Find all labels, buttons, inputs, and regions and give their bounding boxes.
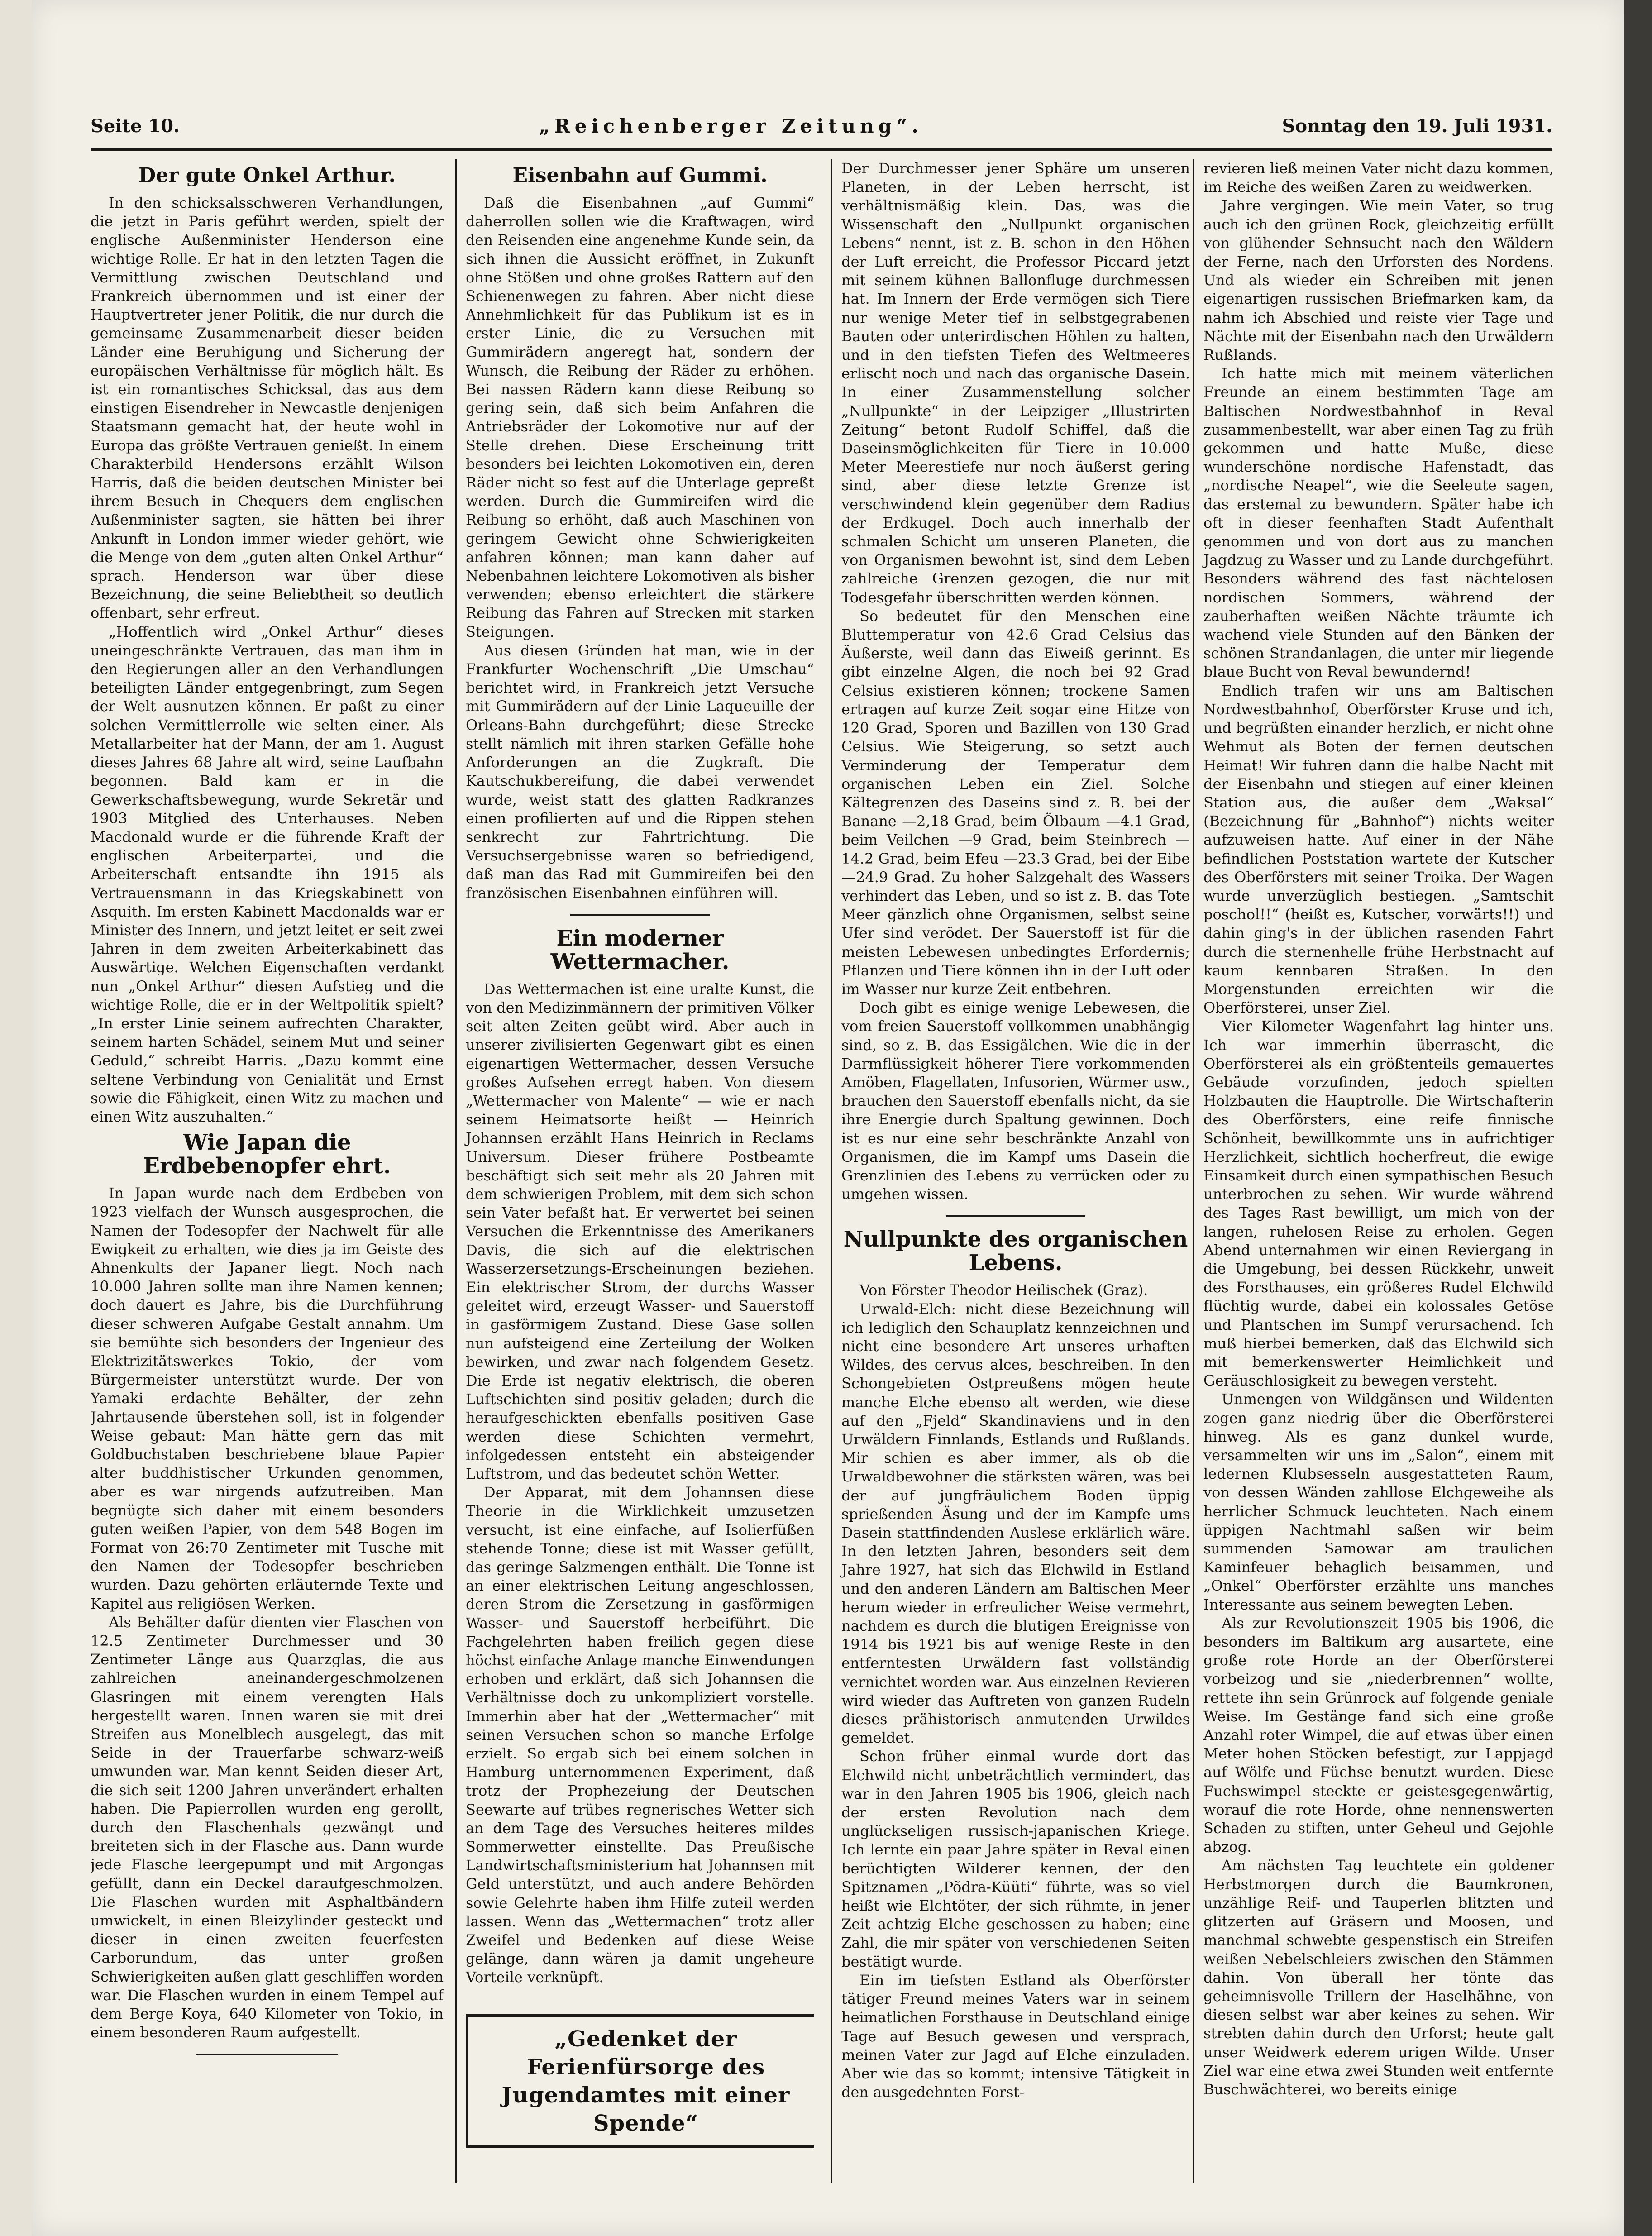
charity-notice-box: „Gedenket der Ferienfürsorge des Jugendamtes mit einer Spende“ bbox=[466, 2014, 814, 2148]
article-separator bbox=[196, 2054, 338, 2055]
paragraph: So bedeutet für den Menschen eine Bluttemperatur von 42.6 Grad Celsius das Äußerste, weil dann das Eiweiß gerinnt. Es gibt einzelne Algen, die noch bei 92 Grad Celsius existieren können; trockene Samen ertragen auf kurze Zeit sogar eine Hitze von 120 Grad, Sporen und Bazillen von 130 Grad Celsius. Wie Steigerung, so setzt auch Verminderung der Temperatur dem organischen Leben ein Ziel. Solche Kältegrenzen des Daseins sind z. B. bei der Banane —2,18 Grad, beim Ölbaum —4.1 Grad, beim Veilchen —9 Grad, beim Steinbrech —14.2 Grad, beim Efeu —23.3 Grad, bei der Eibe —24.9 Grad. Zu hoher Salzgehalt des Wassers verhindert das Leben, und so ist z. B. das Tote Meer gänzlich ohne Organismen, selbst seine Ufer sind verödet. Der Sauerstoff ist für die meisten Lebewesen unbedingtes Erfordernis; Pflanzen und Tiere können ihn in der Luft oder im Wasser nur kurze Zeit entbehren. bbox=[841, 607, 1190, 998]
paragraph: Der Durchmesser jener Sphäre um unseren Planeten, in der Leben herrscht, ist verhältnismäßig klein. Das, was die Wissenschaft den „Nullpunkt organischen Lebens“ nennt, ist z. B. schon in den Höhen der Luft erreicht, die Professor Piccard jetzt mit seinem kühnen Ballonfluge durchmessen hat. Im Innern der Erde vermögen sich Tiere nur wenige Meter tief in selbstgegrabenen Bauten oder unterirdischen Höhlen zu halten, und in den tiefsten Tiefen des Weltmeeres erlischt noch und nach das organische Dasein. In einer Zusammenstellung solcher „Nullpunkte“ in der Leipziger „Illustrirten Zeitung“ betont Rudolf Schiffel, daß die Daseinsmöglichkeiten für Tiere in 10.000 Meter Meerestiefe nur noch äußerst gering sind, aber diese letzte Grenze ist verschwindend klein gegenüber dem Radius der Erdkugel. Doch auch innerhalb der schmalen Schicht um unseren Planeten, die von Organismen bewohnt ist, sind dem Leben zahlreiche Grenzen gezogen, die nur mit Todesgefahr überschritten werden können. bbox=[841, 160, 1190, 606]
article-title: Eisenbahn auf Gummi. bbox=[512, 164, 768, 187]
paragraph: Endlich trafen wir uns am Baltischen Nordwestbahnhof, Oberförster Kruse und ich, und begrüßten einander herzlich, er nicht ohne Wehmut als Boten der fernen deutschen Heimat! Wir fuhren dann die halbe Nacht mit der Eisenbahn und stiegen auf einer kleinen Station aus, die außer dem „Waksal“ (Bezeichnung für „Bahnhof“) nichts weiter aufzuweisen hatte. Auf einer in der Nähe befindlichen Poststation wartete der Kutscher des Oberförsters mit seiner Troika. Der Wagen wurde unverzüglich bestiegen. „Samtschit poschol!!“ (heißt es, Kutscher, vorwärts!!) und dahin ging's in der üblichen rasenden Fahrt durch die sternenhelle frühe Herbstnacht auf kaum kennbaren Straßen. In den Morgenstunden erreichten wir die Oberförsterei, unser Ziel. bbox=[1203, 682, 1554, 1017]
column-2 bbox=[455, 159, 814, 2183]
newspaper-title: „Reichenberger Zeitung“. bbox=[539, 115, 923, 137]
column-4 bbox=[1193, 159, 1554, 2183]
paragraph: Der Apparat, mit dem Johannsen diese Theorie in die Wirklichkeit umzusetzen versucht, ist eine einfache, auf Isolierfüßen stehende Tonne; diese ist mit Wasser gefüllt, das geringe Salzmengen enthält. Die Tonne ist an einer elektrischen Leitung angeschlossen, deren Strom die Zersetzung in gasförmigen Wasser- und Sauerstoff herbeiführt. Die Fachgelehrten haben freilich gegen diese höchst einfache Anlage manche Einwendungen erhoben und erklärt, daß sich Johannsen die Verhältnisse doch zu unkompliziert vorstelle. Immerhin aber hat der „Wettermacher“ mit seinen Versuchen schon so manche Erfolge erzielt. So ergab sich bei einem solchen in Hamburg unternommenen Experiment, daß trotz der Prophezeiung der Deutschen Seewarte auf trübes regnerisches Wetter sich an dem Tage des Versuches heiteres mildes Sommerwetter einstellte. Das Preußische Landwirtschaftsministerium hat Johannsen mit Geld unterstützt, und auch andere Behörden sowie Gelehrte haben ihm Hilfe zuteil werden lassen. Wenn das „Wettermachen“ trotz aller Zweifel und Bedenken auf diese Weise gelänge, dann wären ja damit ungeheure Vorteile verknüpft. bbox=[466, 1484, 814, 1986]
paragraph: revieren ließ meinen Vater nicht dazu kommen, im Reiche des weißen Zaren zu weidwerken. bbox=[1203, 160, 1554, 196]
paragraph: Ich hatte mich mit meinem väterlichen Freunde an einem bestimmten Tage am Baltischen Nordwestbahnhof in Reval zusammenbestellt, war aber einen Tag zu früh gekommen und hatte Muße, diese wunderschöne nordische Hafenstadt, das „nordische Neapel“, wie die Seeleute sagen, das erstemal zu bewundern. Später habe ich oft in dieser feenhaften Stadt Aufenthalt genommen und von dort aus zu manchen Jagdzug zu Wasser und zu Lande durchgeführt. Besonders während des fast nächtelosen nordischen Sommers, während der zauberhaften weißen Nächte träumte ich wachend viele Stunden auf den Bänken der schönen Strandanlagen, die unter mir liegende blaue Bucht von Reval bewundernd! bbox=[1203, 365, 1554, 681]
header-rule bbox=[91, 148, 1552, 151]
paragraph: Am nächsten Tag leuchtete ein goldener Herbstmorgen durch die Baumkronen, unzählige Reif- und Tauperlen blitzten und glitzerten auf Gräsern und Moosen, und manchmal schwebte gespenstisch ein Streifen weißen Nebelschleiers zwischen den Stämmen dahin. Von überall her tönte das geheimnisvolle Trillern der Haselhähne, von diesen selbst war aber keines zu sehen. Wir strebten dahin durch den Urforst; heute galt unser Weidwerk ederem urigen Wilde. Unser Ziel war eine etwa zwei Stunden weit entfernte Buschwächterei, wo bereits einige bbox=[1203, 1857, 1554, 2098]
column-3 bbox=[831, 159, 1190, 2183]
paragraph: In den schicksalsschweren Verhandlungen, die jetzt in Paris geführt werden, spielt der englische Außenminister Henderson eine wichtige Rolle. Er hat in den letzten Tagen die Vermittlung zwischen Deutschland und Frankreich übernommen und ist einer der Hauptvertreter jener Politik, die nur durch die gemeinsame Zusammenarbeit dieser beiden Länder eine Beruhigung und Sicherung der europäischen Verhältnisse für möglich hält. Es ist ein romantisches Schicksal, das aus dem einstigen Eisendreher in Newcastle denjenigen Staatsmann gemacht hat, der heute wohl in Europa das größte Vertrauen genießt. In einem Charakterbild Hendersons erzählt Wilson Harris, daß die beiden deutschen Minister bei ihrem Besuch in Chequers dem englischen Außenminister sagten, sie hätten bei ihrer Ankunft in London immer wieder gehört, wie die Menge von dem „guten alten Onkel Arthur“ sprach. Henderson war über diese Bezeichnung, die seine Beliebtheit so deutlich offenbart, sehr erfreut. bbox=[91, 194, 444, 622]
paragraph: Daß die Eisenbahnen „auf Gummi“ daherrollen sollen wie die Kraftwagen, wird den Reisenden eine angenehme Kunde sein, da sich ihnen die Aussicht eröffnet, in Zukunft ohne Stößen und ohne großes Rattern auf den Schienenwegen zu fahren. Aber nicht diese Annehmlichkeit für das Publikum ist es in erster Linie, die zu Versuchen mit Gummirädern angeregt hat, sondern der Wunsch, die Reibung der Räder zu erhöhen. Bei nassen Rädern kann diese Reibung so gering sein, daß sich beim Anfahren die Antriebsräder der Lokomotive nur auf der Stelle drehen. Diese Erscheinung tritt besonders bei leichten Lokomotiven ein, deren Räder nicht so fest auf die Unterlage gepreßt werden. Durch die Gummireifen wird die Reibung so erhöht, daß auch Maschinen von geringem Gewicht ohne Schwierigkeiten anfahren können; man kann daher auf Nebenbahnen leichtere Lokomotiven als bisher verwenden; ebenso erleichtert die stärkere Reibung das Fahren auf Strecken mit starken Steigungen. bbox=[466, 194, 814, 640]
paragraph: Als Behälter dafür dienten vier Flaschen von 12.5 Zentimeter Durchmesser und 30 Zentimeter Länge aus Quarzglas, die aus zahlreichen aneinandergeschmolzenen Glasringen mit einem verengten Hals hergestellt waren. Innen waren sie mit drei Streifen aus Monelblech ausgelegt, das mit Seide in der Trauerfarbe schwarz-weiß umwunden war. Man kennt Seiden dieser Art, die sich seit 1200 Jahren unverändert erhalten haben. Die Papierrollen wurden eng gerollt, durch den Flaschenhals gezwängt und breiteten sich in der Flasche aus. Dann wurde jede Flasche leergepumpt und mit Argongas gefüllt, dann ein Deckel daraufgeschmolzen. Die Flaschen wurden mit Asphaltbändern umwickelt, in einen Bleizylinder gesteckt und dieser in einen zweiten feuerfesten Carborundum, das unter großen Schwierigkeiten außen glatt geschliffen worden war. Die Flaschen wurden in einem Tempel auf dem Berge Koya, 640 Kilometer von Tokio, in einem besonderen Raum aufgestellt. bbox=[91, 1613, 444, 2041]
scan-margin bbox=[0, 0, 32, 2236]
issue-date: Sonntag den 19. Juli 1931. bbox=[1282, 115, 1552, 137]
paragraph: Aus diesen Gründen hat man, wie in der Frankfurter Wochenschrift „Die Umschau“ berichtet wird, in Frankreich jetzt Versuche mit Gummirädern auf der Linie Laqueuille der Orleans-Bahn durchgeführt; diese Strecke stellt nämlich mit ihren starken Gefälle hohe Anforderungen an die Zugkraft. Die Kautschukbereifung, die dabei verwendet wurde, weist statt des glatten Radkranzes einen profilierten auf und die Rippen stehen senkrecht zur Fahrtrichtung. Die Versuchsergebnisse waren so befriedigend, daß man das Rad mit Gummireifen bei den französischen Eisenbahnen einführen will. bbox=[466, 641, 814, 902]
paragraph: Als zur Revolutionszeit 1905 bis 1906, die besonders im Baltikum arg ausartete, eine große rote Horde an der Oberförsterei vorbeizog und sie „niederbrennen“ wollte, rettete ihn sein Grünrock auf folgende geniale Weise. Im Gestänge fand sich eine große Anzahl roter Wimpel, die auf etwas über einen Meter hohen Stöcken befestigt, zur Lappjagd auf Wölfe und Füchse benutzt wurden. Diese Fuchswimpel steckte er geistesgegenwärtig, worauf die rote Horde, ohne nennenswerten Schaden zu stiften, unter Geheul und Gejohle abzog. bbox=[1203, 1614, 1554, 1856]
article-title: Nullpunkte des organischen Lebens. bbox=[843, 1227, 1188, 1276]
article-title: Der gute Onkel Arthur. bbox=[138, 164, 396, 187]
paragraph: Vier Kilometer Wagenfahrt lag hinter uns. Ich war immerhin überrascht, die Oberförsterei als ein größtenteils gemauertes Gebäude vorzufinden, jedoch spielten Holzbauten die Hauptrolle. Die Wirtschafterin des Oberförsters, eine reife finnische Schönheit, bewillkommte uns in aufrichtiger Herzlichkeit, sichtlich hocherfreut, die ewige Einsamkeit durch einen sympathischen Besuch unterbrochen zu sehen. Wir wurde während des Tages Rast bewilligt, um mich von der langen, ruhelosen Reise zu erholen. Gegen Abend unternahmen wir einen Reviergang in die Umgebung, bei dessen Rückkehr, unweit des Forsthauses, ein größeres Rudel Elchwild flüchtig wurde, dabei ein kolossales Getöse und Plantschen im Sumpf verursachend. Ich muß hierbei bemerken, daß das Elchwild sich mit bemerkenswerter Heimlichkeit und Geräuschlosigkeit zu bewegen versteht. bbox=[1203, 1018, 1554, 1390]
page-number: Seite 10. bbox=[91, 115, 180, 137]
article-title: Ein moderner Wettermacher. bbox=[550, 925, 730, 975]
paragraph: Doch gibt es einige wenige Lebewesen, die vom freien Sauerstoff vollkommen unabhängig sind, so z. B. das Essigälchen. Wie die in der Darmflüssigkeit höherer Tiere vorkommenden Amöben, Flagellaten, Infusorien, Würmer usw., brauchen den Sauerstoff ebenfalls nicht, da sie ihre Energie durch Spaltung gewinnen. Doch ist es nur eine sehr beschränkte Anzahl von Organismen, die im Kampf ums Dasein die Grenzlinien des Lebens zu verrücken oder zu umgehen wissen. bbox=[841, 999, 1190, 1203]
paragraph: Das Wettermachen ist eine uralte Kunst, die von den Medizinmännern der primitiven Völker seit alten Zeiten geübt wird. Aber auch in unserer zivilisierten Gegenwart gibt es einen eigenartigen Wettermacher, dessen Versuche großes Aufsehen erregt haben. Von diesem „Wettermacher von Malente“ — wie er nach seinem Heimatsorte heißt — Heinrich Johannsen erzählt Hans Heinrich in Reclams Universum. Dieser frühere Postbeamte beschäftigt sich seit mehr als 20 Jahren mit dem schwierigen Problem, mit dem sich schon sein Vater befaßt hat. Er verwertet bei seinen Versuchen die Erkenntnisse des Amerikaners Davis, die sich auf die elektrischen Wasserzersetzungs-Erscheinungen beziehen. Ein elektrischer Strom, der durchs Wasser geleitet wird, erzeugt Wasser- und Sauerstoff in gasförmigem Zustand. Diese Gase sollen nun aufsteigend eine Zerteilung der Wolken bewirken, und zwar nach folgendem Gesetz. Die Erde ist negativ elektrisch, die oberen Luftschichten sind positiv geladen; durch die heraufgeschickten ebenfalls positiven Gase werden diese Schichten vermehrt, infolgedessen entsteht ein absteigender Luftstrom, und das bedeutet schön Wetter. bbox=[466, 980, 814, 1482]
paragraph: „Hoffentlich wird „Onkel Arthur“ dieses uneingeschränkte Vertrauen, das man ihm in den Regierungen aller an den Verhandlungen beteiligten Länder entgegenbringt, zum Segen der Welt ausnutzen können. Er paßt zu einer solchen Vermittlerrolle wie selten einer. Als Metallarbeiter hat der Mann, der am 1. August dieses Jahres 68 Jahre alt wird, seine Laufbahn begonnen. Bald kam er in die Gewerkschaftsbewegung, wurde Sekretär und 1903 Mitglied des Unterhauses. Neben Macdonald wurde er die führende Kraft der englischen Arbeiterpartei, und die Arbeiterschaft entsandte ihn 1915 als Vertrauensmann in das Kriegskabinett von Asquith. Im ersten Kabinett Macdonalds war er Minister des Innern, und jetzt leitet er seit zwei Jahren in dem zweiten Arbeiterkabinett das Auswärtige. Welchen Eigenschaften verdankt nun „Onkel Arthur“ diesen Aufstieg und die wichtige Rolle, die er in der Weltpolitik spielt? „In erster Linie seinem aufrechten Charakter, seinem harten Schädel, seinem Mut und seiner Geduld,“ schreibt Harris. „Dazu kommt eine seltene Verbindung von Genialität und Ernst sowie die Fähigkeit, einen Witz zu machen und einen Witz auszuhalten.“ bbox=[91, 623, 444, 1125]
paragraph: Unmengen von Wildgänsen und Wildenten zogen ganz niedrig über die Oberförsterei hinweg. Als es ganz dunkel wurde, versammelten wir uns im „Salon“, einem mit ledernen Klubsesseln ausgestatteten Raum, von dessen Wänden zahllose Elchgeweihe als herrlicher Schmuck leuchteten. Nach einem üppigen Nachtmahl saßen wir beim summenden Samowar am traulichen Kaminfeuer behaglich beisammen, und „Onkel“ Oberförster erzählte uns manches Interessante aus seinem bewegten Leben. bbox=[1203, 1390, 1554, 1613]
column-1 bbox=[91, 159, 444, 2183]
paragraph: Jahre vergingen. Wie mein Vater, so trug auch ich den grünen Rock, gleichzeitig erfüllt von glühender Sehnsucht nach den Wäldern der Ferne, nach den Urforsten des Nordens. Und als wieder ein Schreiben mit jenen eigenartigen russischen Briefmarken kam, da nahm ich Abschied und reiste vier Tage und Nächte mit der Eisenbahn nach den Urwäldern Rußlands. bbox=[1203, 197, 1554, 364]
article-title: Wie Japan die Erdbebenopfer ehrt. bbox=[143, 1130, 391, 1179]
paragraph: In Japan wurde nach dem Erdbeben von 1923 vielfach der Wunsch ausgesprochen, die Namen der Todesopfer der Nachwelt für alle Ewigkeit zu erhalten, wie dies ja im Geiste des Ahnenkults der Japaner liegt. Noch nach 10.000 Jahren sollte man ihre Namen kennen; doch dauert es Jahre, bis die Durchführung dieser schweren Aufgabe Gestalt annahm. Um sie bemühte sich besonders der Ingenieur des Elektrizitätswerkes Tokio, der vom Bürgermeister unterstützt wurde. Der von Yamaki erdachte Behälter, der zehn Jahrtausende überstehen soll, ist in folgender Weise gebaut: Man hätte gern das mit Goldbuchstaben beschriebene blaue Papier alter buddhistischer Urkunden genommen, aber es war nirgends aufzutreiben. Man begnügte sich daher mit einem besonders guten weißen Papier, von dem 548 Bogen im Format von 26:70 Zentimeter mit Tusche mit den Namen der Todesopfer beschrieben wurden. Dazu gehörten erläuternde Texte und Kapitel aus religiösen Werken. bbox=[91, 1185, 444, 1612]
scan-edge bbox=[1624, 0, 1652, 2236]
article-separator bbox=[570, 914, 710, 916]
page-header bbox=[91, 108, 1552, 144]
paragraph: Ein im tiefsten Estland als Oberförster tätiger Freund meines Vaters war in seinem heimatlichen Forsthause in Deutschland einige Tage auf Besuch gewesen und versprach, meinen Vater zur Jagd auf Elche einzuladen. Aber wie das so kommt; intensive Tätigkeit in den ausgedehnten Forst- bbox=[841, 1971, 1190, 2101]
paragraph: Urwald-Elch: nicht diese Bezeichnung will ich lediglich den Schauplatz kennzeichnen und nicht eine besondere Art unseres urhaften Wildes, des cervus alces, beschreiben. In den Schongebieten Ostpreußens mögen heute manche Elche ebenso alt werden, wie diese auf den „Fjeld“ Skandinaviens und in den Urwäldern Finnlands, Estlands und Rußlands. Mir schien es aber immer, als ob die Urwaldbewohner die stärksten wären, was bei der auf jungfräulichem Boden üppig sprießenden Äsung und der im Kampfe ums Dasein stattfindenden Auslese erklärlich wäre. In den letzten Jahren, besonders seit dem Jahre 1927, hat sich das Elchwild in Estland und den anderen Ländern am Baltischen Meer herum wieder in erfreulicher Weise vermehrt, nachdem es durch die blutigen Ereignisse von 1914 bis 1921 bis auf wenige Reste in den entferntesten Urwäldern fast vollständig vernichtet worden war. Aus einzelnen Revieren wird wieder das Auftreten von ganzen Rudeln dieses prähistorisch anmutenden Urwildes gemeldet. bbox=[841, 1300, 1190, 1747]
paragraph: Schon früher einmal wurde dort das Elchwild nicht unbeträchtlich vermindert, das war in den Jahren 1905 bis 1906, gleich nach der ersten Revolution nach dem unglückseligen russisch-japanischen Kriege. Ich lernte ein paar Jahre später in Reval einen berüchtigten Wilderer kennen, der den Spitznamen „Põdra-Küüti“ führte, was so viel heißt wie Elchtöter, der sich rühmte, in jener Zeit achtzig Elche geschossen zu haben; eine Zahl, die mir später von verschiedenen Seiten bestätigt wurde. bbox=[841, 1748, 1190, 1970]
article-separator bbox=[946, 1215, 1085, 1217]
byline: Von Förster Theodor Heilischek (Graz). bbox=[859, 1281, 1148, 1299]
